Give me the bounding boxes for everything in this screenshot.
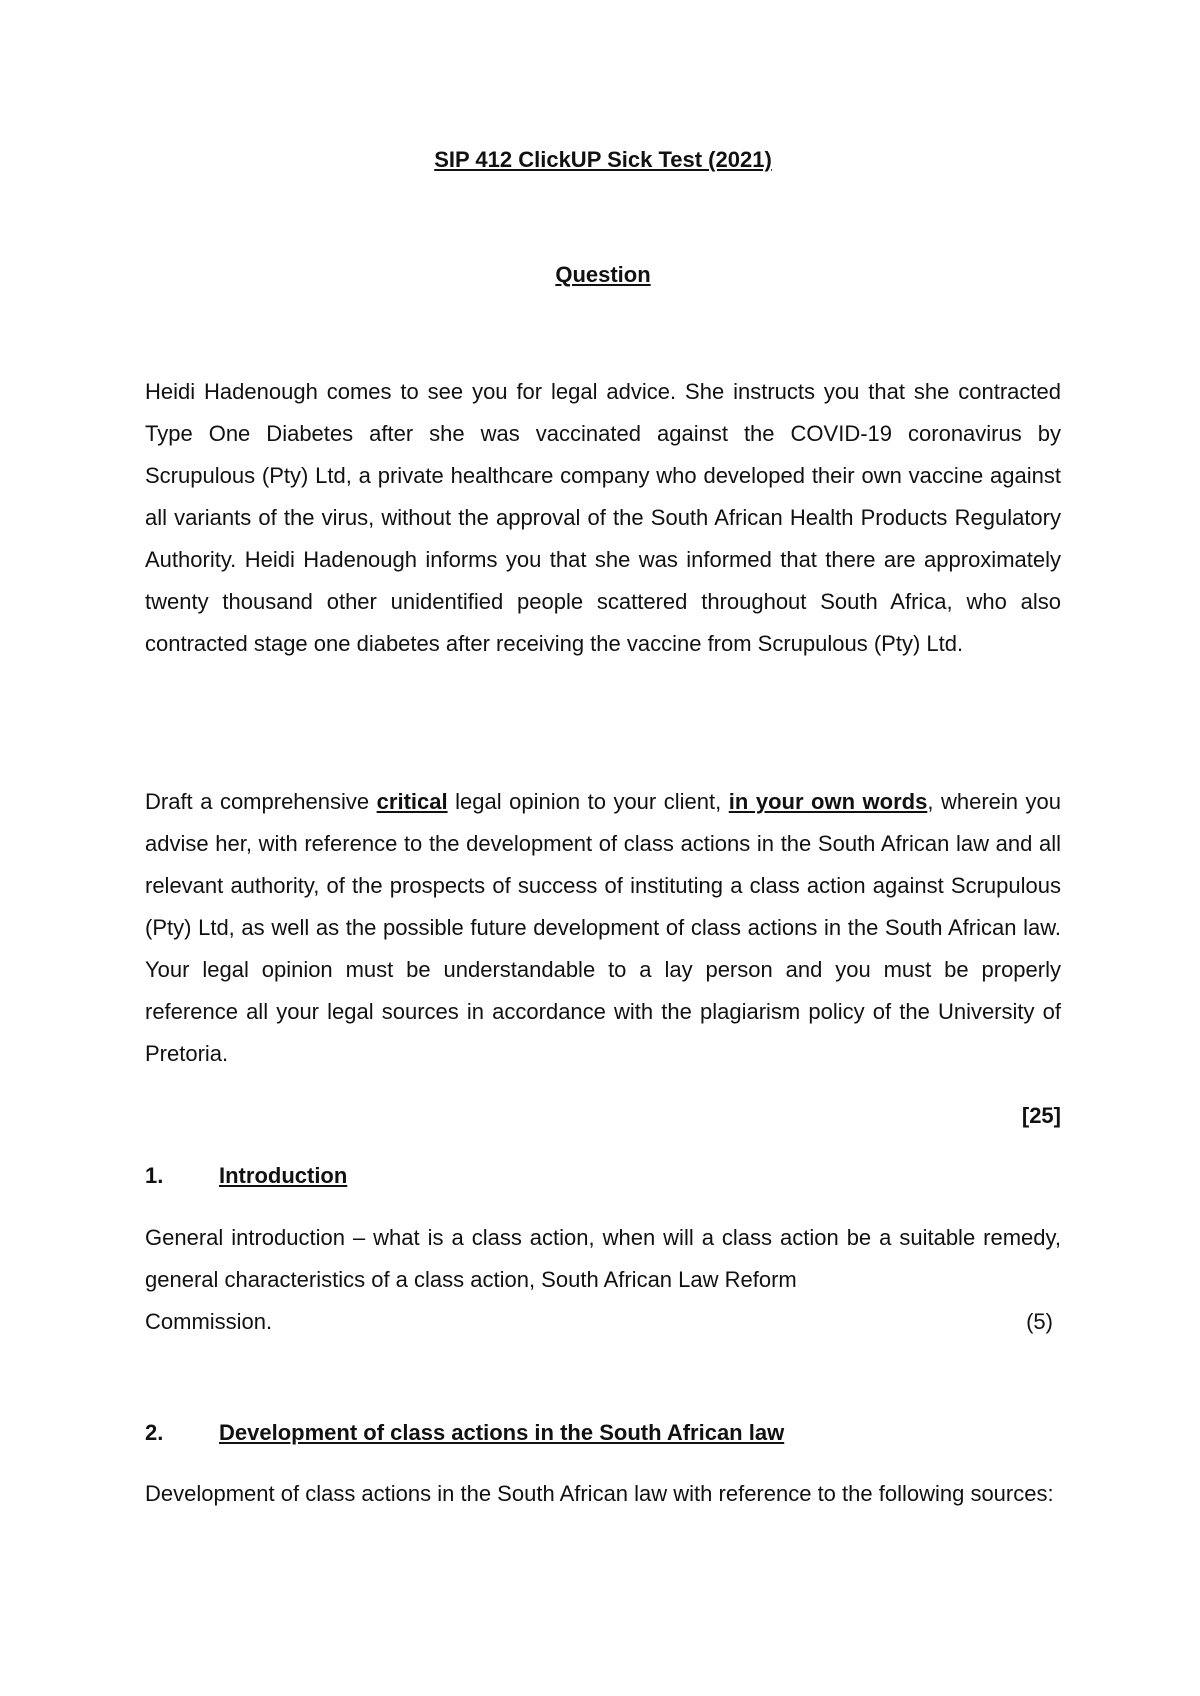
instruction-text-mid: legal opinion to your client,	[447, 789, 729, 814]
instruction-paragraph	[145, 781, 1061, 1075]
development-paragraph: Development of class actions in the South African law with reference to the following sources:	[145, 1481, 1054, 1506]
section-heading-introduction	[145, 1161, 1061, 1191]
introduction-body-end: Commission.	[145, 1309, 273, 1334]
introduction-body: General introduction – what is a class action, when will a class action be a suitable remedy, general characteristics of a class action, South African Law Reform	[145, 1225, 1061, 1292]
instruction-text-start: Draft a comprehensive	[145, 789, 377, 814]
instruction-text-end: , wherein you advise her, with reference to the development of class actions in the South African law and all relevant authority, of the prospects of success of instituting a class action against Scrupulous (Pty) Ltd, as well as the possible future development of class actions in the South African law. Your legal opinion must be understandable to a lay person and you must be properly reference all your legal sources in accordance with the plagiarism policy of the University of Pretoria.	[145, 789, 1061, 1066]
total-marks: [25]	[1021, 1103, 1061, 1128]
instruction-emphasis-own-words: in your own words	[728, 789, 928, 814]
question-paragraph: Heidi Hadenough comes to see you for legal advice. She instructs you that she contracted Type One Diabetes after she was vaccinated against the COVID-19 coronavirus by Scrupulous (Pty) Ltd, a private healthcare company who developed their own vaccine against all variants of the virus, without the approval of the South African Health Products Regulatory Authority. Heidi Hadenough informs you that she was informed that there are approximately twenty thousand other unidentified people scattered throughout South Africa, who also contracted stage one diabetes after receiving the vaccine from Scrupulous (Pty) Ltd.	[145, 379, 1061, 656]
introduction-marks: (5)	[1026, 1309, 1053, 1334]
section-number: 1.	[145, 1163, 164, 1188]
section-number: 2.	[145, 1420, 164, 1445]
introduction-last-line	[145, 1301, 1061, 1343]
section-title: Development of class actions in the South African law	[219, 1420, 785, 1445]
question-heading: Question	[555, 262, 651, 287]
document-title: SIP 412 ClickUP Sick Test (2021)	[434, 147, 772, 172]
introduction-paragraph	[145, 1217, 1061, 1343]
section-title: Introduction	[219, 1163, 348, 1188]
section-heading-development	[145, 1418, 1061, 1448]
instruction-emphasis-critical: critical	[376, 789, 448, 814]
